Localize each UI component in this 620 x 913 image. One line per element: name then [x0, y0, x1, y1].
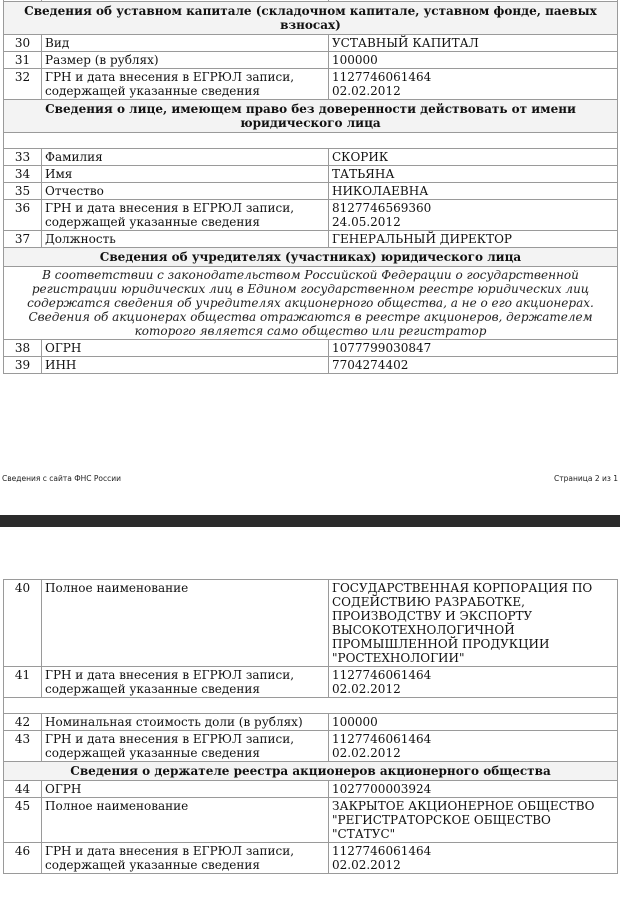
table-row [4, 52, 618, 69]
row-number: 30 [4, 35, 42, 52]
row-label: Имя [42, 166, 329, 183]
row-value: 1127746061464 02.02.2012 [329, 731, 618, 762]
row-label: Полное наименование [42, 798, 329, 843]
row-value: 8127746569360 24.05.2012 [329, 200, 618, 231]
row-label: Отчество [42, 183, 329, 200]
row-value: 1127746061464 02.02.2012 [329, 843, 618, 874]
row-value: 1077799030847 [329, 340, 618, 357]
row-value: УСТАВНЫЙ КАПИТАЛ [329, 35, 618, 52]
row-label: Размер (в рублях) [42, 52, 329, 69]
share-rows [4, 714, 618, 762]
row-label: Должность [42, 231, 329, 248]
row-number: 39 [4, 357, 42, 374]
row-label: Номинальная стоимость доли (в рублях) [42, 714, 329, 731]
row-value: 100000 [329, 714, 618, 731]
row-value: ТАТЬЯНА [329, 166, 618, 183]
table-row [4, 580, 618, 667]
table-row [4, 667, 618, 698]
extract-table-page-2 [3, 579, 618, 874]
section-title-capital: Сведения об уставном капитале (складочном капитале, уставном фонде, паевых взносах) [4, 2, 618, 35]
founder-org-rows [4, 580, 618, 698]
table-row [4, 781, 618, 798]
row-number: 45 [4, 798, 42, 843]
section-title-founders: Сведения об учредителях (участниках) юридического лица [4, 248, 618, 267]
row-value: ГЕНЕРАЛЬНЫЙ ДИРЕКТОР [329, 231, 618, 248]
table-row [4, 843, 618, 874]
row-label: Вид [42, 35, 329, 52]
row-value: СКОРИК [329, 149, 618, 166]
row-label: ОГРН [42, 781, 329, 798]
row-value: ЗАКРЫТОЕ АКЦИОНЕРНОЕ ОБЩЕСТВО "РЕГИСТРАТОРСКОЕ ОБЩЕСТВО "СТАТУС" [329, 798, 618, 843]
extract-page-2 [0, 527, 620, 913]
table-row [4, 183, 618, 200]
table-row [4, 731, 618, 762]
row-value: 1127746061464 02.02.2012 [329, 69, 618, 100]
founders-note: В соответствии с законодательством Российской Федерации о государственной регистрации юридических лиц в Едином государственном реестре юридических лиц содержатся сведения об учредителях акционерного общества, а не о его акционерах. Сведения об акционерах общества отражаются в реестре акционеров, держателем которого является само общество или регистратор [4, 267, 618, 340]
row-number: 33 [4, 149, 42, 166]
blank-row [4, 133, 618, 149]
table-row [4, 357, 618, 374]
row-number: 41 [4, 667, 42, 698]
founders-rows [4, 340, 618, 374]
footer-source: Сведения с сайта ФНС России [2, 474, 122, 483]
row-number: 46 [4, 843, 42, 874]
blank-row [4, 698, 618, 714]
row-number: 36 [4, 200, 42, 231]
row-label: ГРН и дата внесения в ЕГРЮЛ записи, содержащей указанные сведения [42, 69, 329, 100]
row-number: 34 [4, 166, 42, 183]
page-divider [0, 515, 620, 527]
table-row [4, 200, 618, 231]
row-number: 32 [4, 69, 42, 100]
row-value: ГОСУДАРСТВЕННАЯ КОРПОРАЦИЯ ПО СОДЕЙСТВИЮ РАЗРАБОТКЕ, ПРОИЗВОДСТВУ И ЭКСПОРТУ ВЫСОКОТЕХНОЛОГИЧНОЙ ПРОМЫШЛЕННОЙ ПРОДУКЦИИ "РОСТЕХНОЛОГИИ" [329, 580, 618, 667]
table-row [4, 35, 618, 52]
row-label: ИНН [42, 357, 329, 374]
row-number: 35 [4, 183, 42, 200]
row-label: ГРН и дата внесения в ЕГРЮЛ записи, содержащей указанные сведения [42, 731, 329, 762]
row-label: ГРН и дата внесения в ЕГРЮЛ записи, содержащей указанные сведения [42, 843, 329, 874]
table-row [4, 340, 618, 357]
row-label: ГРН и дата внесения в ЕГРЮЛ записи, содержащей указанные сведения [42, 667, 329, 698]
row-label: ГРН и дата внесения в ЕГРЮЛ записи, содержащей указанные сведения [42, 200, 329, 231]
table-row [4, 166, 618, 183]
row-label: Полное наименование [42, 580, 329, 667]
section-title-registrar: Сведения о держателе реестра акционеров акционерного общества [4, 762, 618, 781]
table-row [4, 798, 618, 843]
table-row [4, 69, 618, 100]
row-label: ОГРН [42, 340, 329, 357]
row-number: 37 [4, 231, 42, 248]
row-value: 100000 [329, 52, 618, 69]
row-number: 44 [4, 781, 42, 798]
row-value: 1027700003924 [329, 781, 618, 798]
table-row [4, 149, 618, 166]
row-number: 40 [4, 580, 42, 667]
footer-page-number: Страница 2 из 1 [554, 474, 618, 483]
row-number: 31 [4, 52, 42, 69]
row-value: 1127746061464 02.02.2012 [329, 667, 618, 698]
row-value: НИКОЛАЕВНА [329, 183, 618, 200]
capital-rows [4, 35, 618, 100]
table-row [4, 714, 618, 731]
director-rows [4, 149, 618, 248]
row-label: Фамилия [42, 149, 329, 166]
row-number: 43 [4, 731, 42, 762]
registrar-rows [4, 781, 618, 874]
row-number: 38 [4, 340, 42, 357]
row-value: 7704274402 [329, 357, 618, 374]
table-row [4, 231, 618, 248]
section-title-director: Сведения о лице, имеющем право без доверенности действовать от имени юридического лица [4, 100, 618, 133]
row-number: 42 [4, 714, 42, 731]
extract-table-page-1 [3, 0, 618, 374]
